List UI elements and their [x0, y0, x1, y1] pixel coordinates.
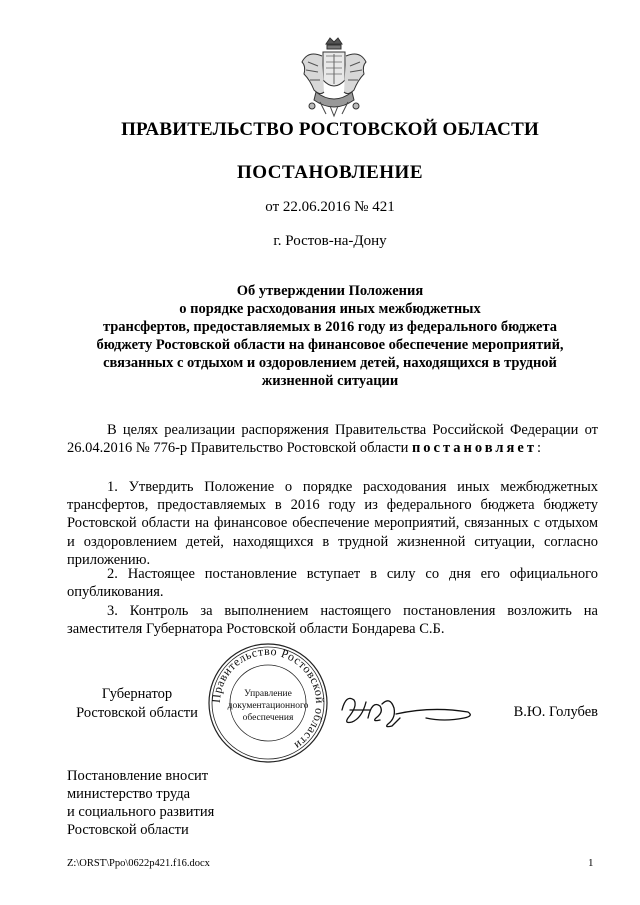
- subject-line: Об утверждении Положения: [236, 283, 424, 299]
- preamble-text: В целях реализации распоряжения Правительства Российской Федерации от 26.04.2016 № 776-р Правительство Ростовской области: [67, 422, 598, 457]
- document-type: ПОСТАНОВЛЕНИЕ: [236, 162, 424, 183]
- resolution-item-3: 3. Контроль за выполнением настоящего постановления возложить на заместителя Губернатора Ростовской области Бондарева С.Б.: [67, 603, 598, 638]
- rostov-oblast-coat-of-arms-icon: [296, 36, 372, 118]
- stamp-outer-text: Правительство Ростовской области: [208, 643, 328, 754]
- subject-line: трансфертов, предоставляемых в 2016 году из федерального бюджета: [102, 319, 558, 335]
- signatory-name: В.Ю. Голубев: [513, 704, 598, 720]
- submitter-note-line: Ростовской области: [67, 822, 189, 838]
- document-city: г. Ростов-на-Дону: [273, 233, 387, 249]
- signatory-title-line: Ростовской области: [76, 705, 198, 721]
- resolves-colon: :: [536, 440, 541, 457]
- document-date-number: от 22.06.2016 № 421: [265, 199, 395, 215]
- signatory-title: [67, 685, 207, 723]
- document-subject: [60, 282, 600, 390]
- file-path: Z:\ORST\Ppo\0622p421.f16.docx: [67, 858, 210, 869]
- submitter-note-line: и социального развития: [67, 804, 215, 820]
- resolution-item-2: 2. Настоящее постановление вступает в силу со дня его официального опубликования.: [67, 566, 598, 601]
- submitter-note: [67, 767, 214, 839]
- organization-title: ПРАВИТЕЛЬСТВО РОСТОВСКОЙ ОБЛАСТИ: [121, 119, 539, 140]
- stamp-inner-line: Управление: [244, 689, 292, 699]
- stamp-inner-line: документационного: [227, 701, 309, 711]
- subject-line: бюджету Ростовской области на финансовое обеспечение мероприятий,: [96, 337, 564, 353]
- resolves-word: постановляет: [411, 440, 537, 457]
- subject-line: о порядке расходования иных межбюджетных: [179, 301, 481, 317]
- subject-line: жизненной ситуации: [261, 373, 399, 389]
- subject-line: связанных с отдыхом и оздоровлением детей, находящихся в трудной: [103, 355, 557, 371]
- submitter-note-line: Постановление вносит: [67, 768, 209, 784]
- preamble-paragraph: [67, 421, 598, 457]
- submitter-note-line: министерство труда: [67, 786, 191, 802]
- official-stamp: [207, 642, 329, 764]
- page-number: 1: [588, 857, 594, 869]
- stamp-inner-line: обеспечения: [242, 713, 294, 723]
- resolution-item-1: 1. Утвердить Положение о порядке расходования иных межбюджетных трансфертов, предоставляемых в 2016 году из федерального бюджета бюджету Ростовской области на финансовое обеспечение мероприятий, связанных с отдыхом и оздоровлением детей, находящихся в трудной жизненной ситуации, согласно приложению.: [67, 479, 598, 568]
- handwritten-signature-icon: [336, 688, 476, 732]
- signatory-title-line: Губернатор: [101, 686, 173, 702]
